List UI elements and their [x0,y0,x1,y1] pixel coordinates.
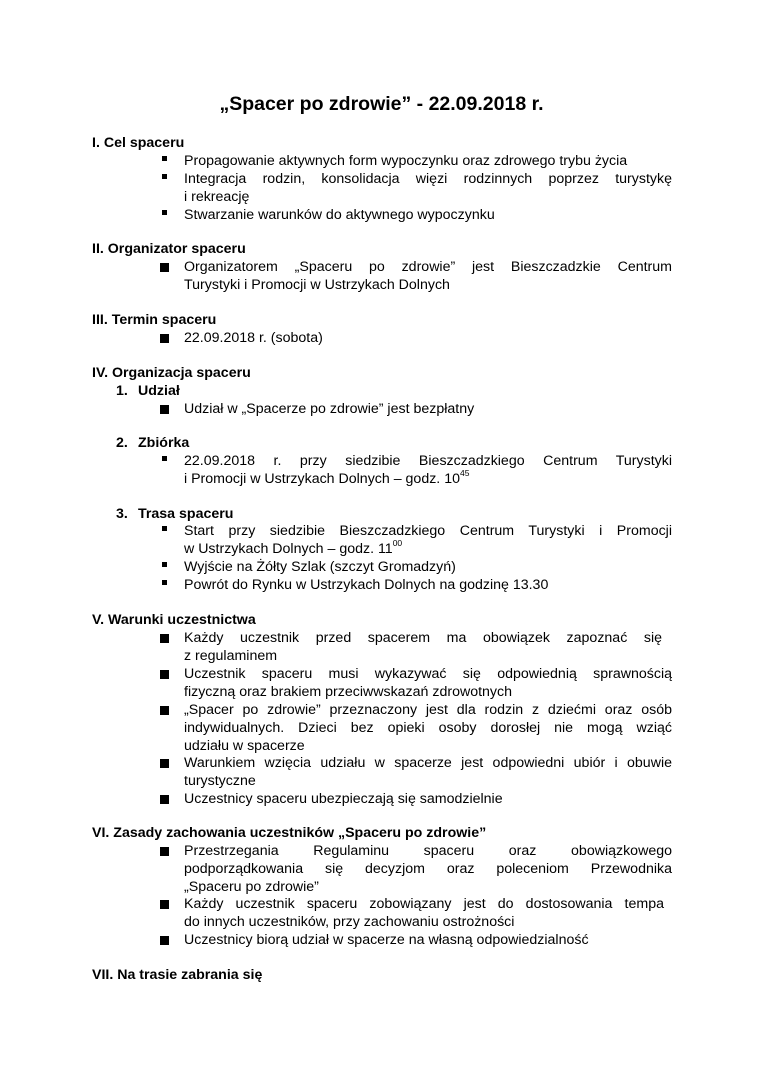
list-item: Każdy uczestnik przed spacerem ma obowiązek zapoznać się z regulaminem [184,630,662,664]
list-item: Stwarzanie warunków do aktywnego wypoczynku [184,207,495,223]
list-item: Udział w „Spacerze po zdrowie” jest bezpłatny [184,401,475,417]
section-5-heading: V. Warunki uczestnictwa [92,612,256,628]
list-item: „Spacer po zdrowie” przeznaczony jest dla rodzin z dziećmi oraz osób indywidualnych. Dzieci bez opieki osoby dorosłej nie mogą wziąć udziału w spacerze [184,702,672,754]
list-item: 22.09.2018 r. przy siedzibie Bieszczadzkiego Centrum Turystyki i Promocji w Ustrzykach Dolnych – godz. $10^{45}$ [184,453,672,487]
list-item: Uczestnik spaceru musi wykazywać się odpowiednią sprawnością fizyczną oraz brakiem przeciwwskazań zdrowotnych [184,666,672,700]
subsection-heading: 1. Udział [116,383,180,399]
list-item: Propagowanie aktywnych form wypoczynku oraz zdrowego trybu życia [184,153,628,169]
section-4-heading: IV. Organizacja spaceru [92,365,251,381]
document-title: „Spacer po zdrowie” - 22.09.2018 r. [219,93,544,115]
section-7-heading: VII. Na trasie zabrania się [92,967,263,983]
list-item: 22.09.2018 r. (sobota) [184,330,323,346]
list-item: Uczestnicy biorą udział w spacerze na własną odpowiedzialność [184,932,589,948]
section-1-heading: I. Cel spaceru [92,135,185,151]
list-item: Każdy uczestnik spaceru zobowiązany jest do dostosowania tempa do innych uczestników, przy zachowaniu ostrożności [184,896,664,930]
list-item: Uczestnicy spaceru ubezpieczają się samodzielnie [184,791,503,807]
list-item: Wyjście na Żółty Szlak (szczyt Gromadzyń) [184,559,456,575]
list-item: Integracja rodzin, konsolidacja więzi rodzinnych poprzez turystykę i rekreację [184,171,672,205]
subsection-heading: 3. Trasa spaceru [116,506,234,522]
list-item: Start przy siedzibie Bieszczadzkiego Centrum Turystyki i Promocji w Ustrzykach Dolnych – godz. $11^{00}$ [184,523,672,557]
section-6-heading: VI. Zasady zachowania uczestników „Spaceru po zdrowie” [92,825,487,841]
list-item: Warunkiem wzięcia udziału w spacerze jest odpowiedni ubiór i obuwie turystyczne [184,755,672,789]
list-item: Powrót do Rynku w Ustrzykach Dolnych na godzinę 13.30 [184,577,549,593]
section-3-heading: III. Termin spaceru [92,312,217,328]
subsection-heading: 2. Zbiórka [116,435,190,451]
list-item: Przestrzegania Regulaminu spaceru oraz obowiązkowego podporządkowania się decyzjom oraz poleceniom Przewodnika „Spaceru po zdrowie” [184,843,672,895]
list-item: Organizatorem „Spaceru po zdrowie” jest Bieszczadzkie Centrum Turystyki i Promocji w Ustrzykach Dolnych [184,259,672,293]
section-2-heading: II. Organizator spaceru [92,241,246,257]
